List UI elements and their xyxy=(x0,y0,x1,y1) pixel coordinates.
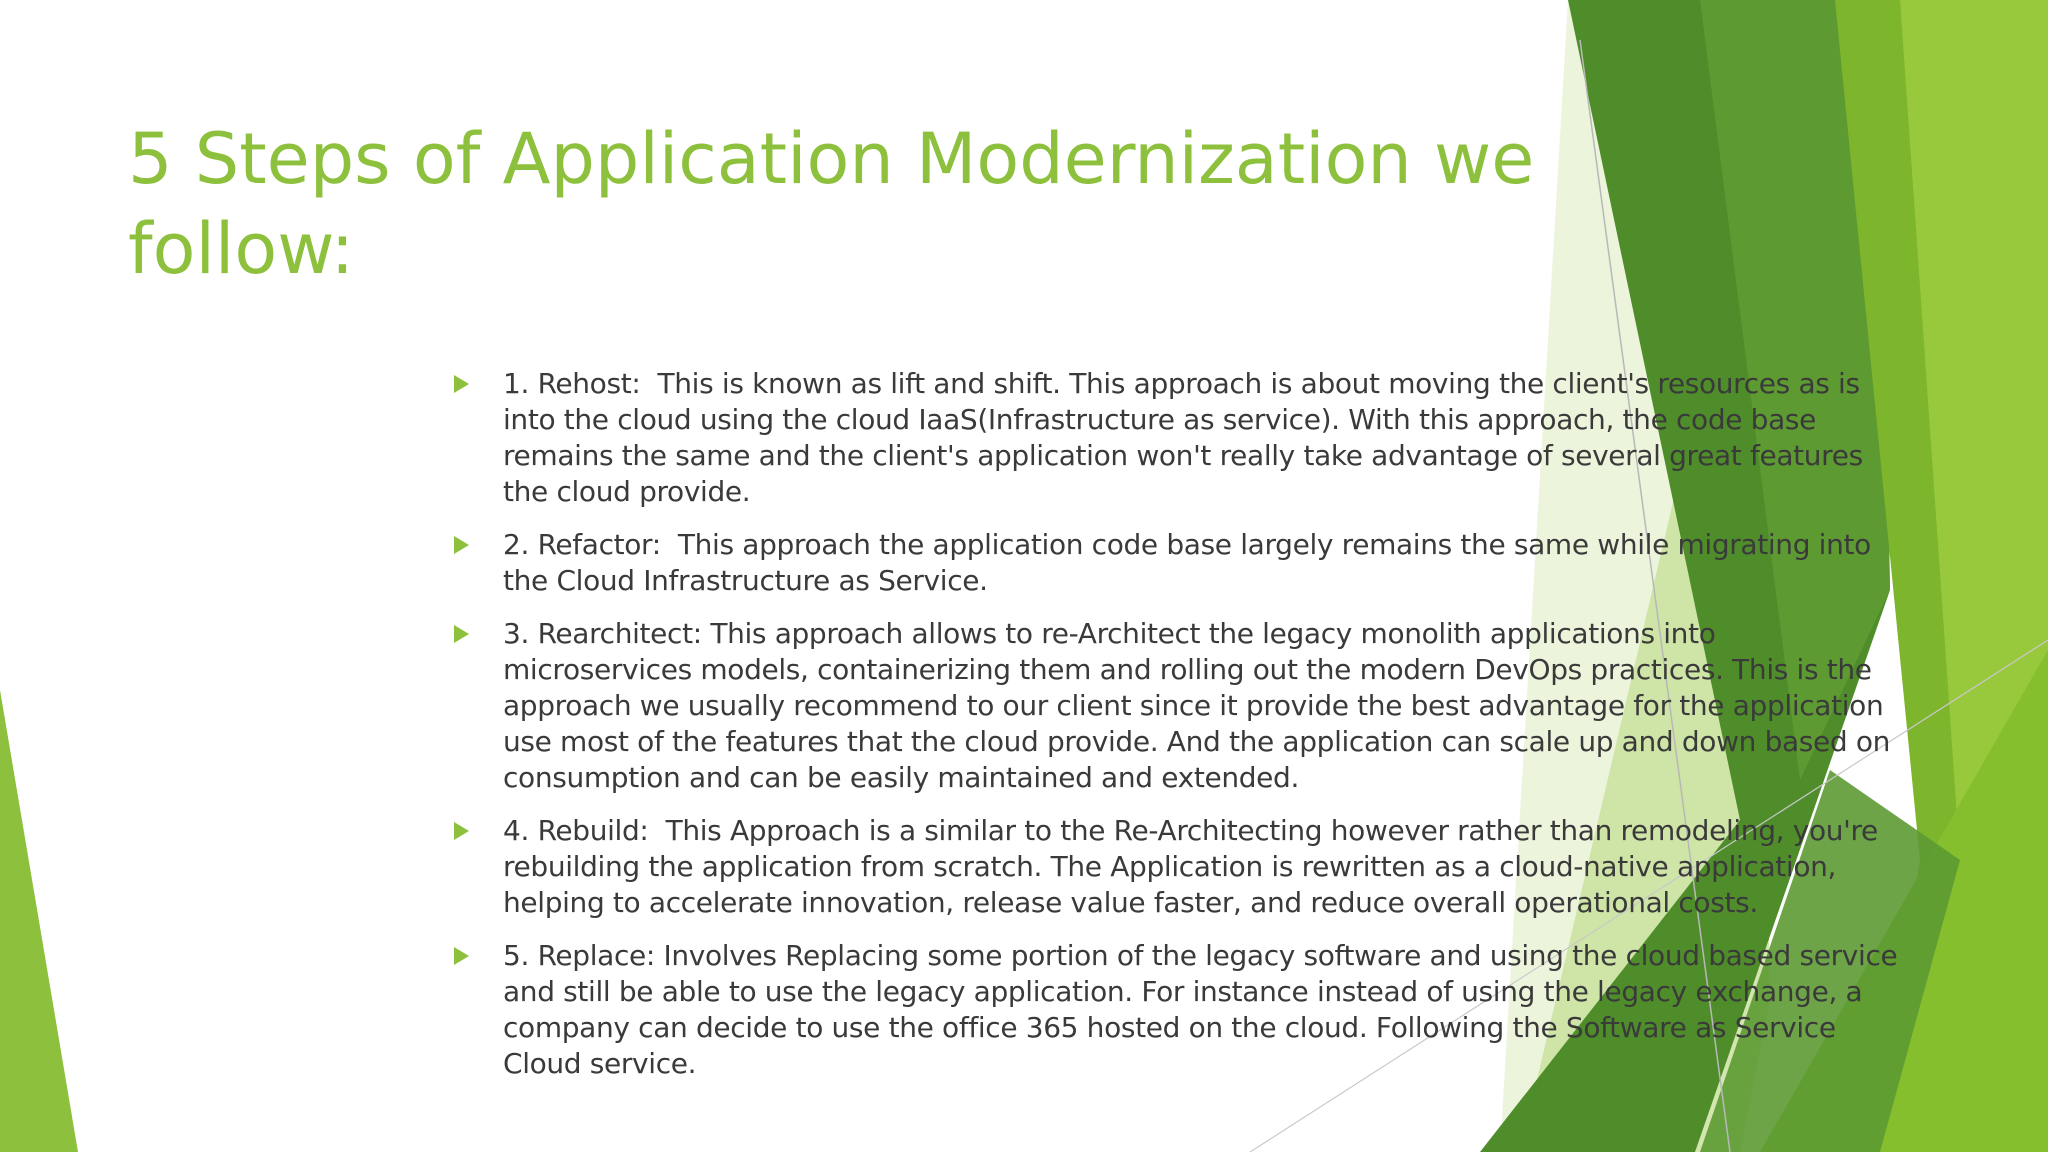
bullet-item-rearchitect xyxy=(440,616,1910,796)
triangle-right-icon xyxy=(454,625,469,643)
bullet-item-replace xyxy=(440,938,1910,1082)
bullet-list xyxy=(440,366,1910,1099)
bullet-item-refactor xyxy=(440,527,1910,599)
triangle-right-icon xyxy=(454,375,469,393)
triangle-right-icon xyxy=(454,822,469,840)
triangle-right-icon xyxy=(454,536,469,554)
bullet-text: 4. Rebuild: This Approach is a similar to the Re-Architecting however rather than remodeling, you're rebuilding the application from scratch. The Application is rewritten as a cloud-native application, helping to accelerate innovation, release value faster, and reduce overall operational costs. xyxy=(503,814,1887,919)
bullet-item-rebuild xyxy=(440,813,1910,921)
bullet-text: 1. Rehost: This is known as lift and shift. This approach is about moving the client's resources as is into the cloud using the cloud IaaS(Infrastructure as service). With this approach, the code base remains the same and the client's application won't really take advantage of several great features the cloud provide. xyxy=(503,367,1872,508)
bullet-item-rehost xyxy=(440,366,1910,510)
triangle-right-icon xyxy=(454,947,469,965)
bullet-text: 2. Refactor: This approach the application code base largely remains the same while migrating into the Cloud Infrastructure as Service. xyxy=(503,528,1880,597)
bullet-text: 5. Replace: Involves Replacing some portion of the legacy software and using the cloud based service and still be able to use the legacy application. For instance instead of using the legacy exchange, a company can decide to use the office 365 hosted on the cloud. Following the Software as Service Cloud service. xyxy=(503,939,1906,1080)
bullet-text: 3. Rearchitect: This approach allows to re-Architect the legacy monolith applications into microservices models, containerizing them and rolling out the modern DevOps practices. This is the approach we usually recommend to our client since it provide the best advantage for the application use most of the features that the cloud provide. And the application can scale up and down based on consumption and can be easily maintained and extended. xyxy=(503,617,1899,794)
left-green-sliver xyxy=(0,690,78,1152)
slide-title: 5 Steps of Application Modernization we follow: xyxy=(128,118,1535,290)
